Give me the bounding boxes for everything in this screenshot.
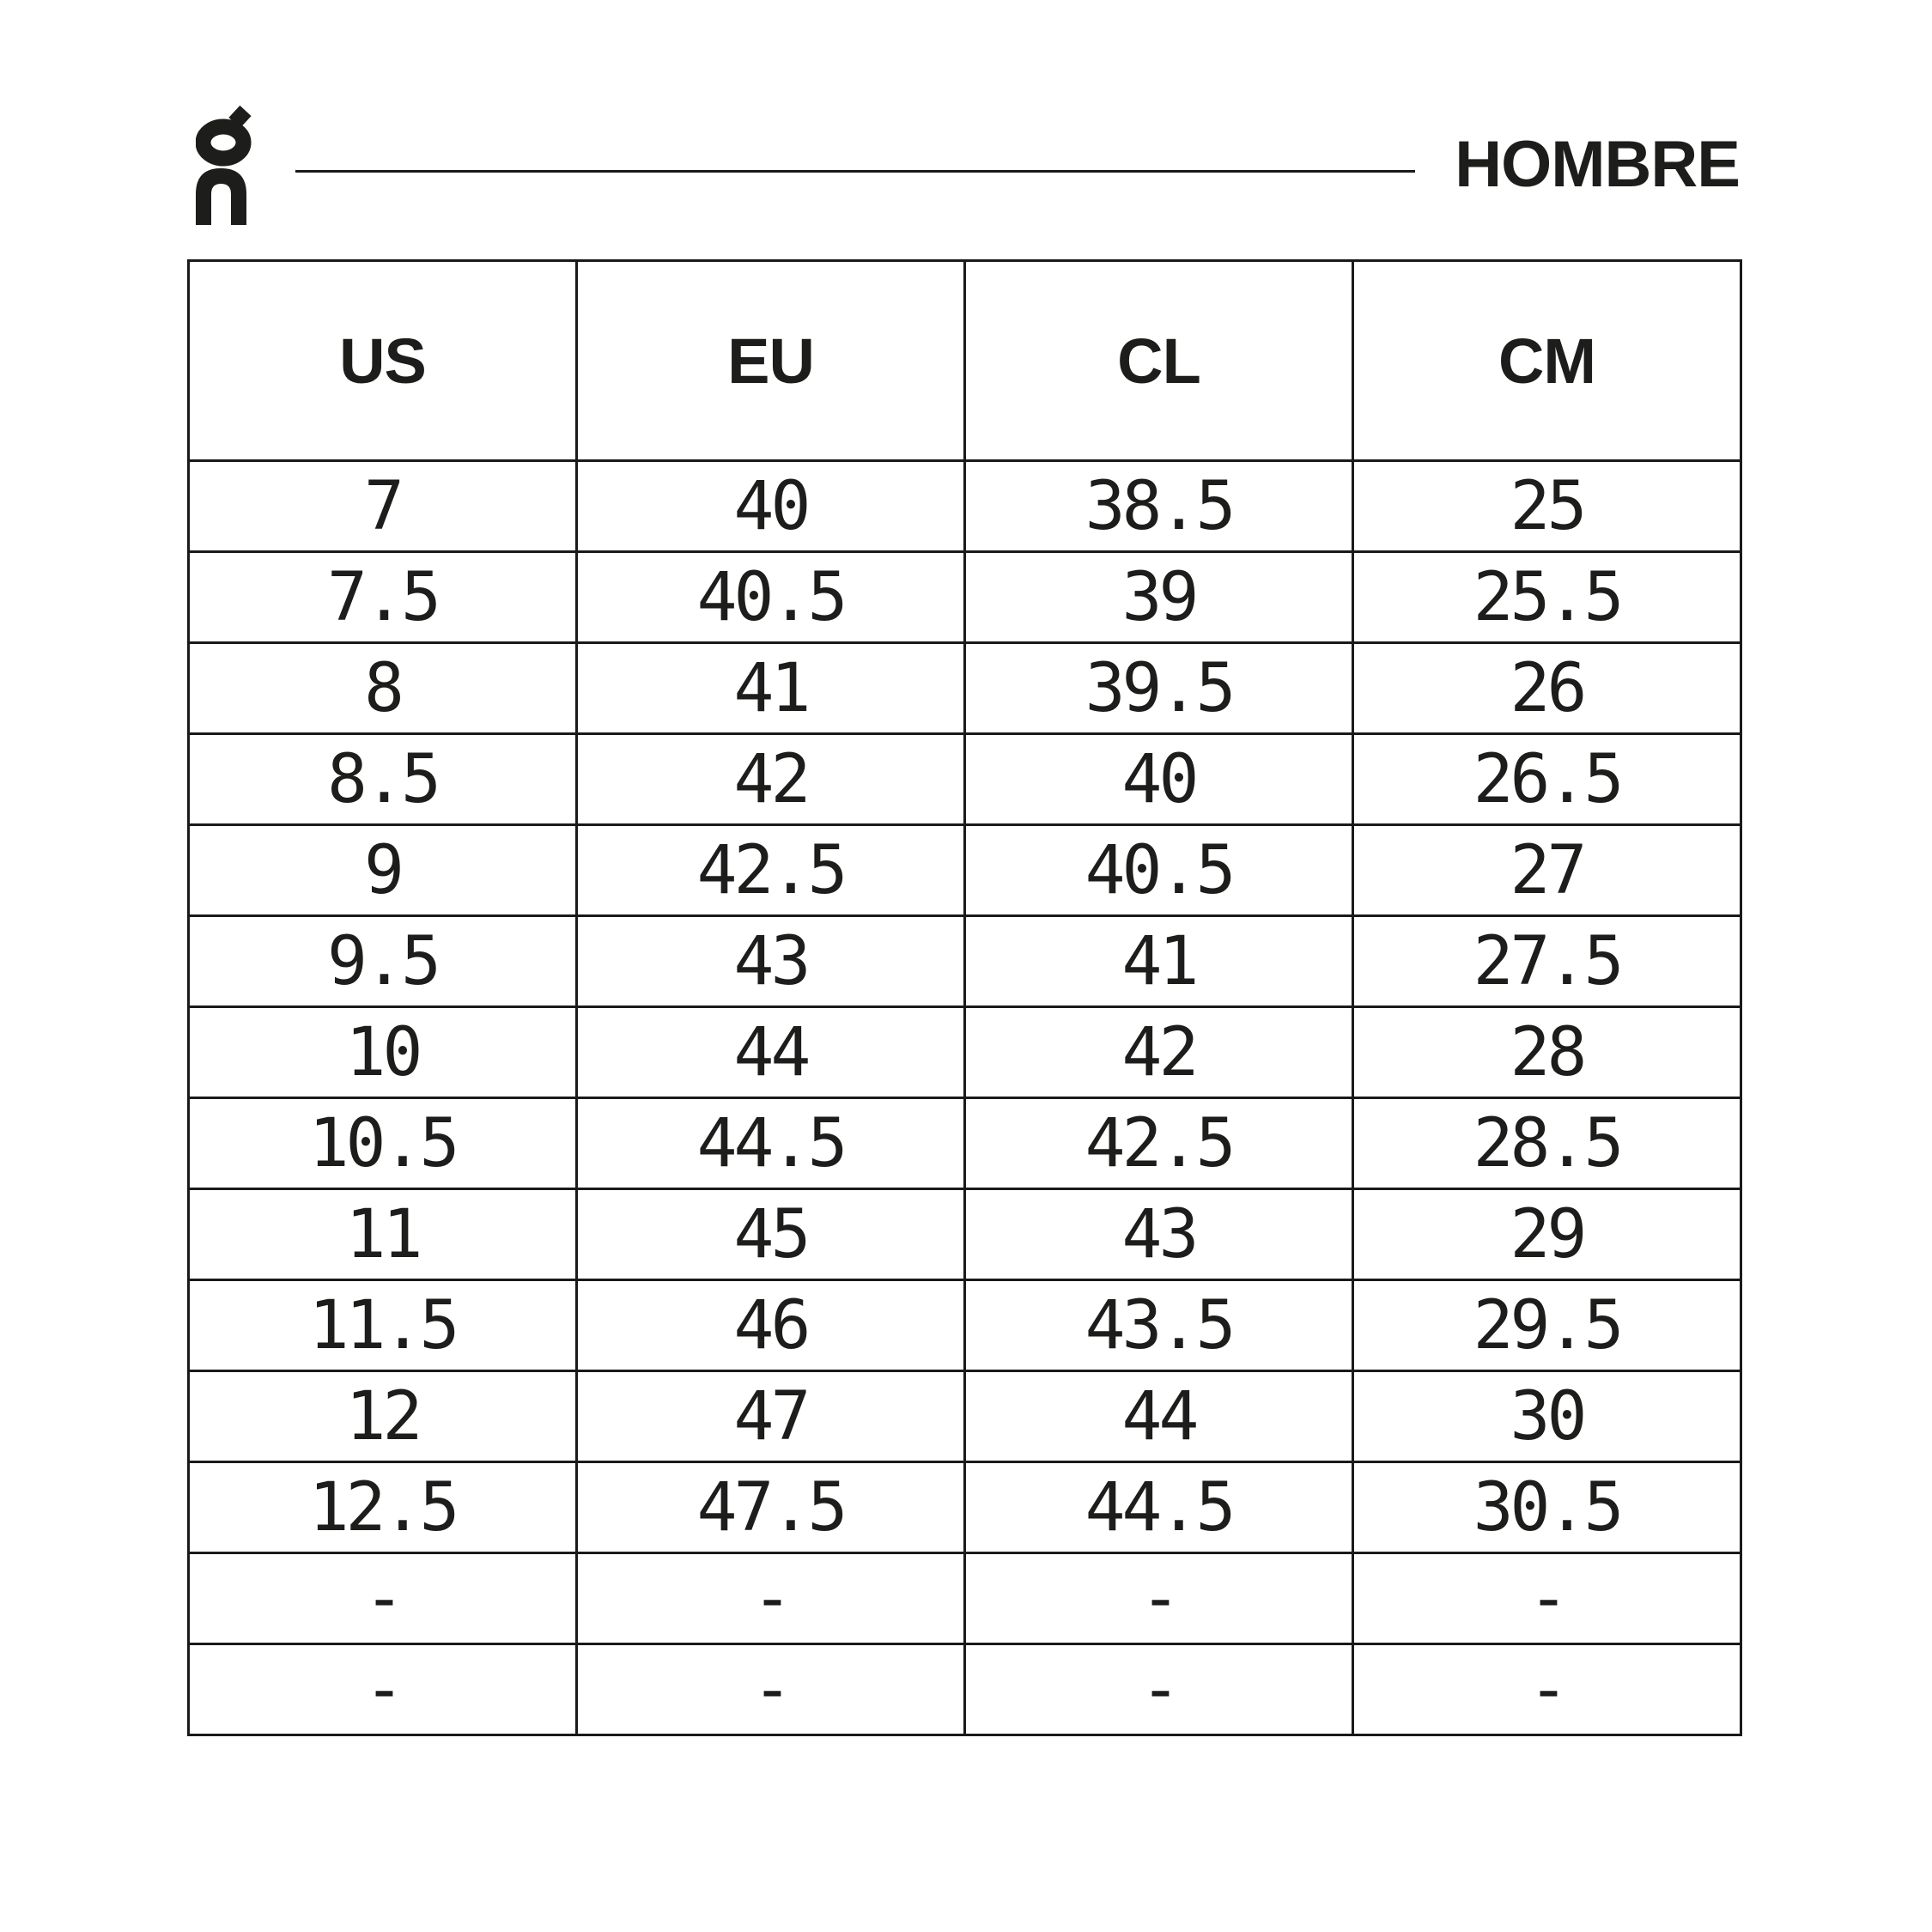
column-header-us: US	[189, 261, 577, 461]
table-cell: 26.5	[1353, 734, 1741, 825]
table-cell: 30.5	[1353, 1462, 1741, 1553]
table-cell: 28.5	[1353, 1098, 1741, 1189]
table-cell: 8.5	[189, 734, 577, 825]
table-cell: 8	[189, 643, 577, 734]
table-cell: 29.5	[1353, 1280, 1741, 1371]
table-cell: 30	[1353, 1371, 1741, 1462]
column-header-eu: EU	[577, 261, 965, 461]
table-cell: 43	[577, 916, 965, 1007]
table-cell: 7	[189, 461, 577, 552]
table-cell: -	[1353, 1644, 1741, 1735]
on-logo-o-ring	[204, 127, 244, 159]
table-cell: 28	[1353, 1007, 1741, 1098]
table-row	[189, 734, 1741, 825]
table-cell: -	[577, 1644, 965, 1735]
table-cell: 44	[577, 1007, 965, 1098]
on-logo-icon	[196, 105, 252, 225]
table-cell: 12.5	[189, 1462, 577, 1553]
table-row	[189, 1644, 1741, 1735]
table-row	[189, 1371, 1741, 1462]
table-cell: 45	[577, 1189, 965, 1280]
section-title: HOMBRE	[1455, 128, 1740, 201]
table-cell: 43	[965, 1189, 1353, 1280]
table-row	[189, 461, 1741, 552]
header-divider-line	[295, 170, 1415, 173]
table-cell: -	[577, 1553, 965, 1644]
table-cell: 44.5	[577, 1098, 965, 1189]
table-cell: 29	[1353, 1189, 1741, 1280]
table-cell: 12	[189, 1371, 577, 1462]
table-cell: 44	[965, 1371, 1353, 1462]
table-row	[189, 825, 1741, 916]
size-table-body	[189, 461, 1741, 1735]
table-cell: 44.5	[965, 1462, 1353, 1553]
table-cell: 9.5	[189, 916, 577, 1007]
table-row	[189, 1098, 1741, 1189]
table-cell: -	[965, 1553, 1353, 1644]
table-cell: 7.5	[189, 552, 577, 643]
table-row	[189, 552, 1741, 643]
table-cell: 39	[965, 552, 1353, 643]
table-cell: -	[1353, 1553, 1741, 1644]
table-row	[189, 1280, 1741, 1371]
table-cell: -	[189, 1644, 577, 1735]
table-cell: 40.5	[965, 825, 1353, 916]
on-logo-n	[196, 168, 246, 225]
table-cell: 42.5	[965, 1098, 1353, 1189]
table-row	[189, 643, 1741, 734]
on-logo-o-tail	[234, 111, 246, 123]
table-cell: 47.5	[577, 1462, 965, 1553]
table-cell: 27	[1353, 825, 1741, 916]
table-cell: 43.5	[965, 1280, 1353, 1371]
size-chart-table	[187, 259, 1742, 1736]
table-cell: 41	[965, 916, 1353, 1007]
table-cell: 47	[577, 1371, 965, 1462]
table-cell: 42	[965, 1007, 1353, 1098]
table-row	[189, 916, 1741, 1007]
column-header-cm: CM	[1353, 261, 1741, 461]
table-cell: 25.5	[1353, 552, 1741, 643]
table-cell: 40	[577, 461, 965, 552]
table-cell: 39.5	[965, 643, 1353, 734]
table-cell: 38.5	[965, 461, 1353, 552]
table-row	[189, 1462, 1741, 1553]
table-cell: 11.5	[189, 1280, 577, 1371]
table-cell: 41	[577, 643, 965, 734]
table-cell: -	[189, 1553, 577, 1644]
table-cell: 10.5	[189, 1098, 577, 1189]
table-cell: 46	[577, 1280, 965, 1371]
table-cell: 9	[189, 825, 577, 916]
table-row	[189, 1189, 1741, 1280]
table-row	[189, 1553, 1741, 1644]
size-chart-header	[189, 261, 1741, 461]
header-row	[189, 261, 1741, 461]
table-cell: 40	[965, 734, 1353, 825]
table-cell: 10	[189, 1007, 577, 1098]
table-cell: 25	[1353, 461, 1741, 552]
table-cell: 27.5	[1353, 916, 1741, 1007]
table-cell: 26	[1353, 643, 1741, 734]
table-row	[189, 1007, 1741, 1098]
table-cell: 11	[189, 1189, 577, 1280]
table-cell: -	[965, 1644, 1353, 1735]
column-header-cl: CL	[965, 261, 1353, 461]
table-cell: 42.5	[577, 825, 965, 916]
table-cell: 40.5	[577, 552, 965, 643]
table-cell: 42	[577, 734, 965, 825]
